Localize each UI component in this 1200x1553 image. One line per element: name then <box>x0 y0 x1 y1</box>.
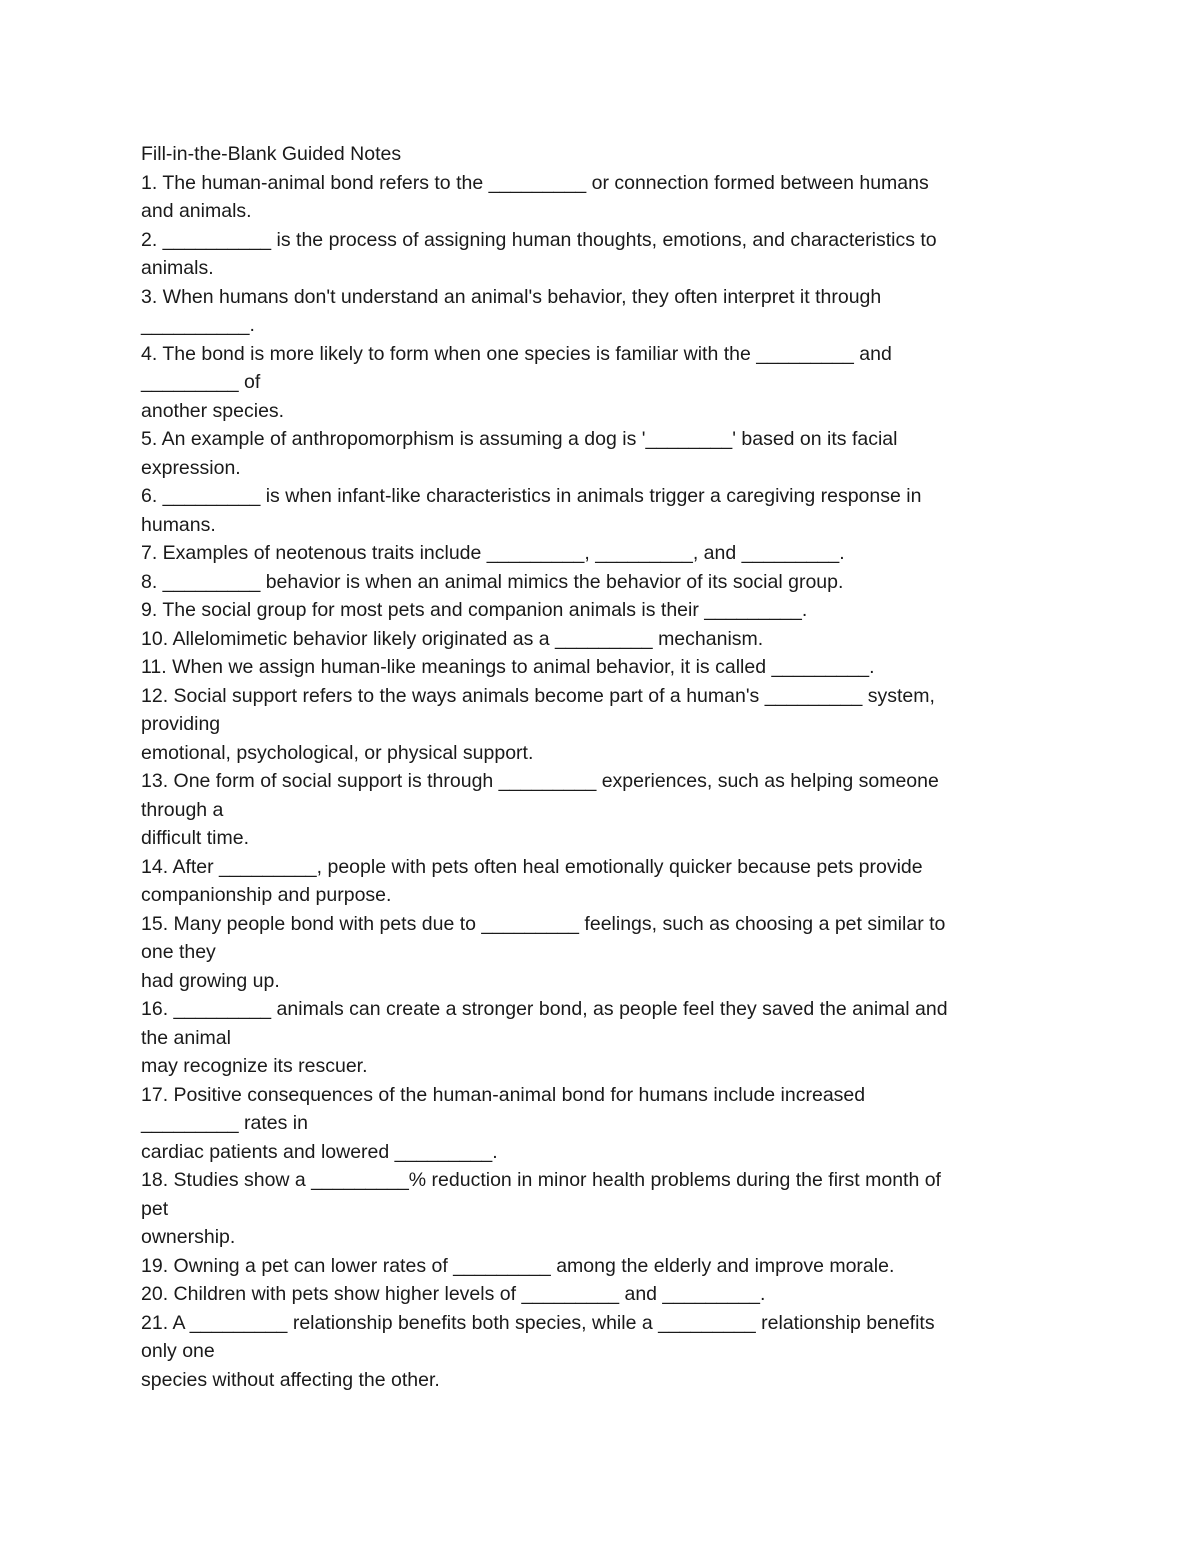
text-line: 10. Allelomimetic behavior likely originated as a _________ mechanism. <box>141 627 764 650</box>
text-line: 18. Studies show a _________% reduction in minor health problems during the first month of <box>141 1169 941 1191</box>
document-body <box>141 140 1061 1394</box>
text-line: 1. The human-animal bond refers to the _________ or connection formed between humans <box>141 171 929 194</box>
text-line: may recognize its rescuer. <box>141 1055 368 1077</box>
text-line: 8. _________ behavior is when an animal mimics the behavior of its social group. <box>141 570 844 593</box>
text-line: only one <box>141 1340 215 1362</box>
text-line: had growing up. <box>141 969 280 992</box>
text-line: another species. <box>141 399 285 422</box>
text-line: 11. When we assign human-like meanings to animal behavior, it is called _________. <box>141 656 875 678</box>
text-line: 21. A _________ relationship benefits both species, while a _________ relationship benefits <box>141 1311 935 1334</box>
text-line: through a <box>141 798 224 821</box>
text-line: companionship and purpose. <box>141 884 392 906</box>
text-line: one they <box>141 941 216 963</box>
text-line: cardiac patients and lowered _________. <box>141 1140 498 1163</box>
text-line: __________. <box>141 314 255 336</box>
text-line: 12. Social support refers to the ways animals become part of a human's _________ system, <box>141 684 935 707</box>
text-line: species without affecting the other. <box>141 1368 440 1391</box>
text-line: _________ rates in <box>141 1112 308 1134</box>
text-line: 15. Many people bond with pets due to _________ feelings, such as choosing a pet similar to <box>141 912 946 935</box>
text-line: providing <box>141 713 221 735</box>
text-line: 2. __________ is the process of assigning human thoughts, emotions, and characteristics to <box>141 228 937 251</box>
text-line: the animal <box>141 1026 231 1049</box>
text-line: 14. After _________, people with pets often heal emotionally quicker because pets provide <box>141 855 923 878</box>
text-line: _________ of <box>141 371 261 393</box>
text-line: 4. The bond is more likely to form when one species is familiar with the _________ and <box>141 342 892 365</box>
text-line: animals. <box>141 257 214 279</box>
text-line: 5. An example of anthropomorphism is assuming a dog is '________' based on its facial <box>141 428 898 450</box>
text-line: expression. <box>141 456 241 479</box>
document-title: Fill-in-the-Blank Guided Notes <box>141 143 402 165</box>
text-line: 3. When humans don't understand an animal's behavior, they often interpret it through <box>141 285 882 308</box>
text-line: humans. <box>141 513 216 536</box>
text-line: 9. The social group for most pets and companion animals is their _________. <box>141 599 808 621</box>
text-line: pet <box>141 1197 169 1220</box>
text-line: 7. Examples of neotenous traits include _________, _________, and _________. <box>141 542 845 564</box>
text-line: 20. Children with pets show higher levels of _________ and _________. <box>141 1283 766 1305</box>
text-line: 6. _________ is when infant-like characteristics in animals trigger a caregiving response in <box>141 485 922 507</box>
text-line: ownership. <box>141 1226 236 1248</box>
text-line: 19. Owning a pet can lower rates of _________ among the elderly and improve morale. <box>141 1254 895 1277</box>
text-line: 17. Positive consequences of the human-animal bond for humans include increased <box>141 1083 866 1106</box>
text-line: difficult time. <box>141 827 250 849</box>
text-line: 13. One form of social support is through _________ experiences, such as helping someone <box>141 770 939 792</box>
text-line: emotional, psychological, or physical support. <box>141 741 534 764</box>
text-line: 16. _________ animals can create a stronger bond, as people feel they saved the animal and <box>141 998 948 1020</box>
text-line: and animals. <box>141 200 252 222</box>
